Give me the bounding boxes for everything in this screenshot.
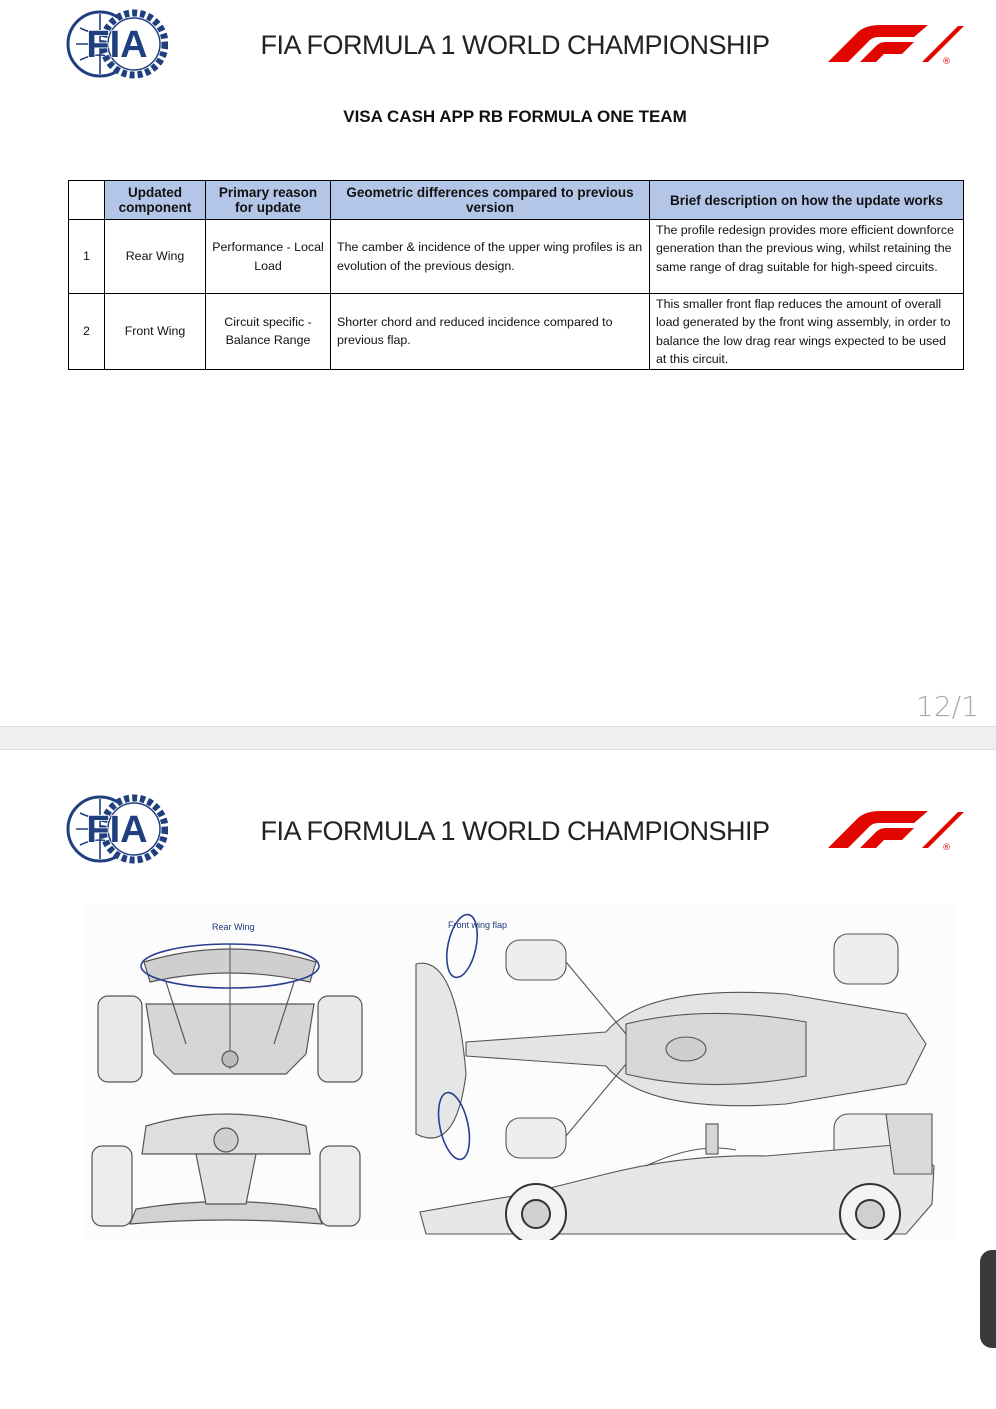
table-row bbox=[69, 220, 964, 294]
table-row bbox=[69, 294, 964, 370]
header-title: FIA FORMULA 1 WORLD CHAMPIONSHIP bbox=[260, 30, 770, 60]
row-component: Rear Wing bbox=[105, 220, 206, 294]
f1-logo bbox=[818, 808, 966, 852]
document-page-2 bbox=[0, 750, 996, 1409]
row-description: The profile redesign provides more efficient downforce generation than the previous wing, whilst retaining the same range of drag suitable for high-speed circuits. bbox=[650, 220, 964, 294]
updates-table bbox=[68, 180, 964, 370]
row-number: 2 bbox=[69, 294, 105, 370]
row-geometry: The camber & incidence of the upper wing profiles is an evolution of the previous design. bbox=[331, 220, 650, 294]
rear-wing-label: Rear Wing bbox=[212, 922, 255, 932]
front-wing-flap-label: Front wing flap bbox=[448, 920, 508, 930]
header-index bbox=[69, 181, 105, 220]
f1-logo bbox=[818, 22, 966, 66]
header-primary-reason: Primary reason for update bbox=[206, 181, 331, 220]
fia-logo-text: FIA bbox=[86, 809, 148, 851]
front-view-drawing bbox=[92, 1114, 360, 1226]
fia-logo bbox=[66, 793, 168, 865]
row-geometry: Shorter chord and reduced incidence compared to previous flap. bbox=[331, 294, 650, 370]
row-component: Front Wing bbox=[105, 294, 206, 370]
fia-logo bbox=[66, 8, 168, 80]
header-updated-component: Updated component bbox=[105, 181, 206, 220]
fia-logo-text: FIA bbox=[86, 24, 148, 66]
row-reason: Performance - Local Load bbox=[206, 220, 331, 294]
scroll-handle[interactable] bbox=[980, 1250, 996, 1348]
f1-registered: ® bbox=[942, 843, 951, 852]
car-technical-drawing bbox=[86, 904, 956, 1240]
header-brief-description: Brief description on how the update works bbox=[650, 181, 964, 220]
team-title: VISA CASH APP RB FORMULA ONE TEAM bbox=[343, 107, 687, 126]
top-view-drawing bbox=[416, 934, 926, 1164]
row-description: This smaller front flap reduces the amount of overall load generated by the front wing assembly, in order to balance the low drag rear wings expected to be used at this circuit. bbox=[650, 294, 964, 370]
row-reason: Circuit specific - Balance Range bbox=[206, 294, 331, 370]
rear-view-drawing bbox=[98, 944, 362, 1082]
header-geometric-differences: Geometric differences compared to previous version bbox=[331, 181, 650, 220]
page-separator bbox=[0, 726, 996, 750]
header-title: FIA FORMULA 1 WORLD CHAMPIONSHIP bbox=[260, 816, 770, 846]
row-number: 1 bbox=[69, 220, 105, 294]
table-header-row bbox=[69, 181, 964, 220]
page-counter: 12/1 bbox=[916, 690, 979, 723]
f1-registered: ® bbox=[942, 57, 951, 66]
